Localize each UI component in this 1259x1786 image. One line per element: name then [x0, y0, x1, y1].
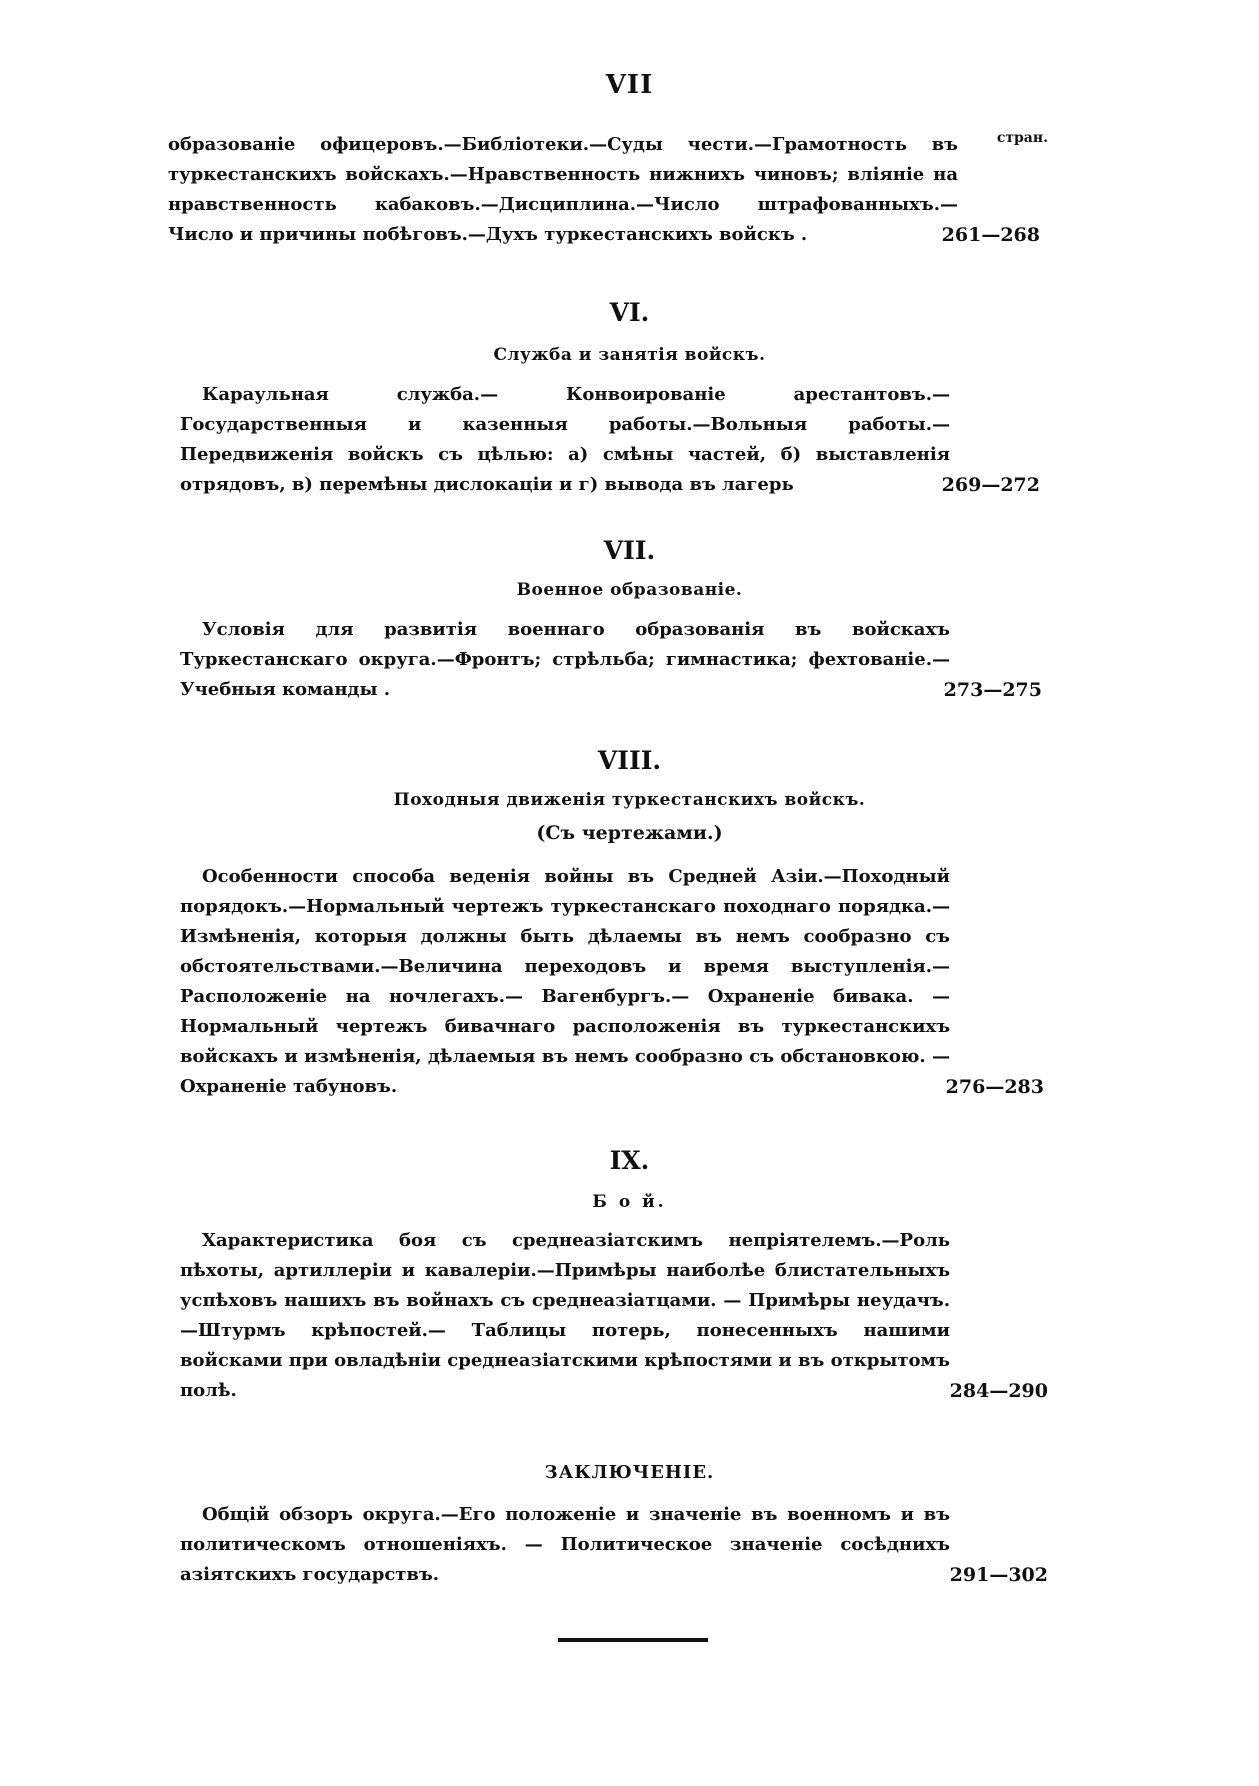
entry-text: образованіе офицеровъ.—Библіотеки.—Суды чести.—Грамотность въ туркестанскихъ войскахъ.—Нравственность нижнихъ чиновъ; вліяніе на нравственность кабаковъ.—Дисциплина.—Число штрафованныхъ.—Число и причины побѣговъ.—Духъ туркестанскихъ войскъ . [168, 134, 958, 245]
page-range: 273—275 [943, 679, 1042, 701]
page-range: 284—290 [949, 1380, 1048, 1402]
toc-entry-continuation [168, 130, 1048, 250]
entry-text: Условія для развитія военнаго образованія въ войскахъ Туркестанскаго округа.—Фронтъ; стрѣльба; гимнастика; фехтованіе.—Учебныя команды . [180, 619, 950, 700]
page-range: 276—283 [945, 1076, 1044, 1098]
entry-text: Общій обзоръ округа.—Его положеніе и значеніе въ военномъ и въ политическомъ отношеніяхъ. — Политическое значеніе сосѣднихъ азіятскихъ государствъ. [180, 1504, 950, 1585]
section-numeral: VIII. [597, 746, 662, 775]
toc-entry [180, 615, 1042, 705]
page-range: 291—302 [949, 1564, 1048, 1586]
toc-entry [180, 1226, 1048, 1406]
closing-rule [558, 1638, 708, 1642]
section-title: Б о й. [592, 1192, 667, 1212]
section-title: Служба и занятія войскъ. [493, 345, 766, 365]
section-subtitle: (Съ чертежами.) [536, 822, 723, 844]
entry-text: Караульная служба.— Конвоированіе арестантовъ.— Государственныя и казенныя работы.—Вольныя работы.—Передвиженія войскъ съ цѣлью: а) смѣны частей, б) выставленія отрядовъ, в) перемѣны дислокаціи и г) вывода въ лагерь [180, 384, 950, 495]
section-numeral: VII. [603, 536, 656, 565]
section-title: Военное образованіе. [516, 580, 743, 600]
section-numeral: IX. [609, 1146, 650, 1175]
section-title: Походныя движенія туркестанскихъ войскъ. [393, 790, 866, 810]
entry-text: Характеристика боя съ среднеазіатскимъ непріятелемъ.—Роль пѣхоты, артиллеріи и кавалеріи.—Примѣры наиболѣе блистательныхъ успѣховъ нашихъ въ войнахъ съ среднеазіатцами. — Примѣры неудачъ.—Штурмъ крѣпостей.— Таблицы потерь, понесенныхъ нашими войсками при овладѣніи среднеазіатскими крѣпостями и въ открытомъ полѣ. [180, 1230, 950, 1401]
page-range: 269—272 [941, 474, 1040, 496]
pages-column-label: стран. [996, 130, 1048, 146]
page-range: 261—268 [941, 224, 1040, 246]
toc-entry [180, 380, 1040, 500]
page-number: VII [605, 70, 654, 100]
section-numeral: VI. [609, 298, 650, 327]
section-title: ЗАКЛЮЧЕНІЕ. [544, 1462, 715, 1483]
entry-text: Особенности способа веденія войны въ Средней Азіи.—Походный порядокъ.—Нормальный чертежъ туркестанскаго походнаго порядка.—Измѣненія, которыя должны быть дѣлаемы въ немъ сообразно съ обстоятельствами.—Величина переходовъ и время выступленія.—Расположеніе на ночлегахъ.— Вагенбургъ.— Охраненіе бивака. — Нормальный чертежъ бивачнаго расположенія въ туркестанскихъ войскахъ и измѣненія, дѣлаемыя въ немъ сообразно съ обстановкою. — Охраненіе табуновъ. [180, 866, 950, 1097]
toc-entry [180, 862, 1044, 1102]
toc-entry [180, 1500, 1048, 1590]
